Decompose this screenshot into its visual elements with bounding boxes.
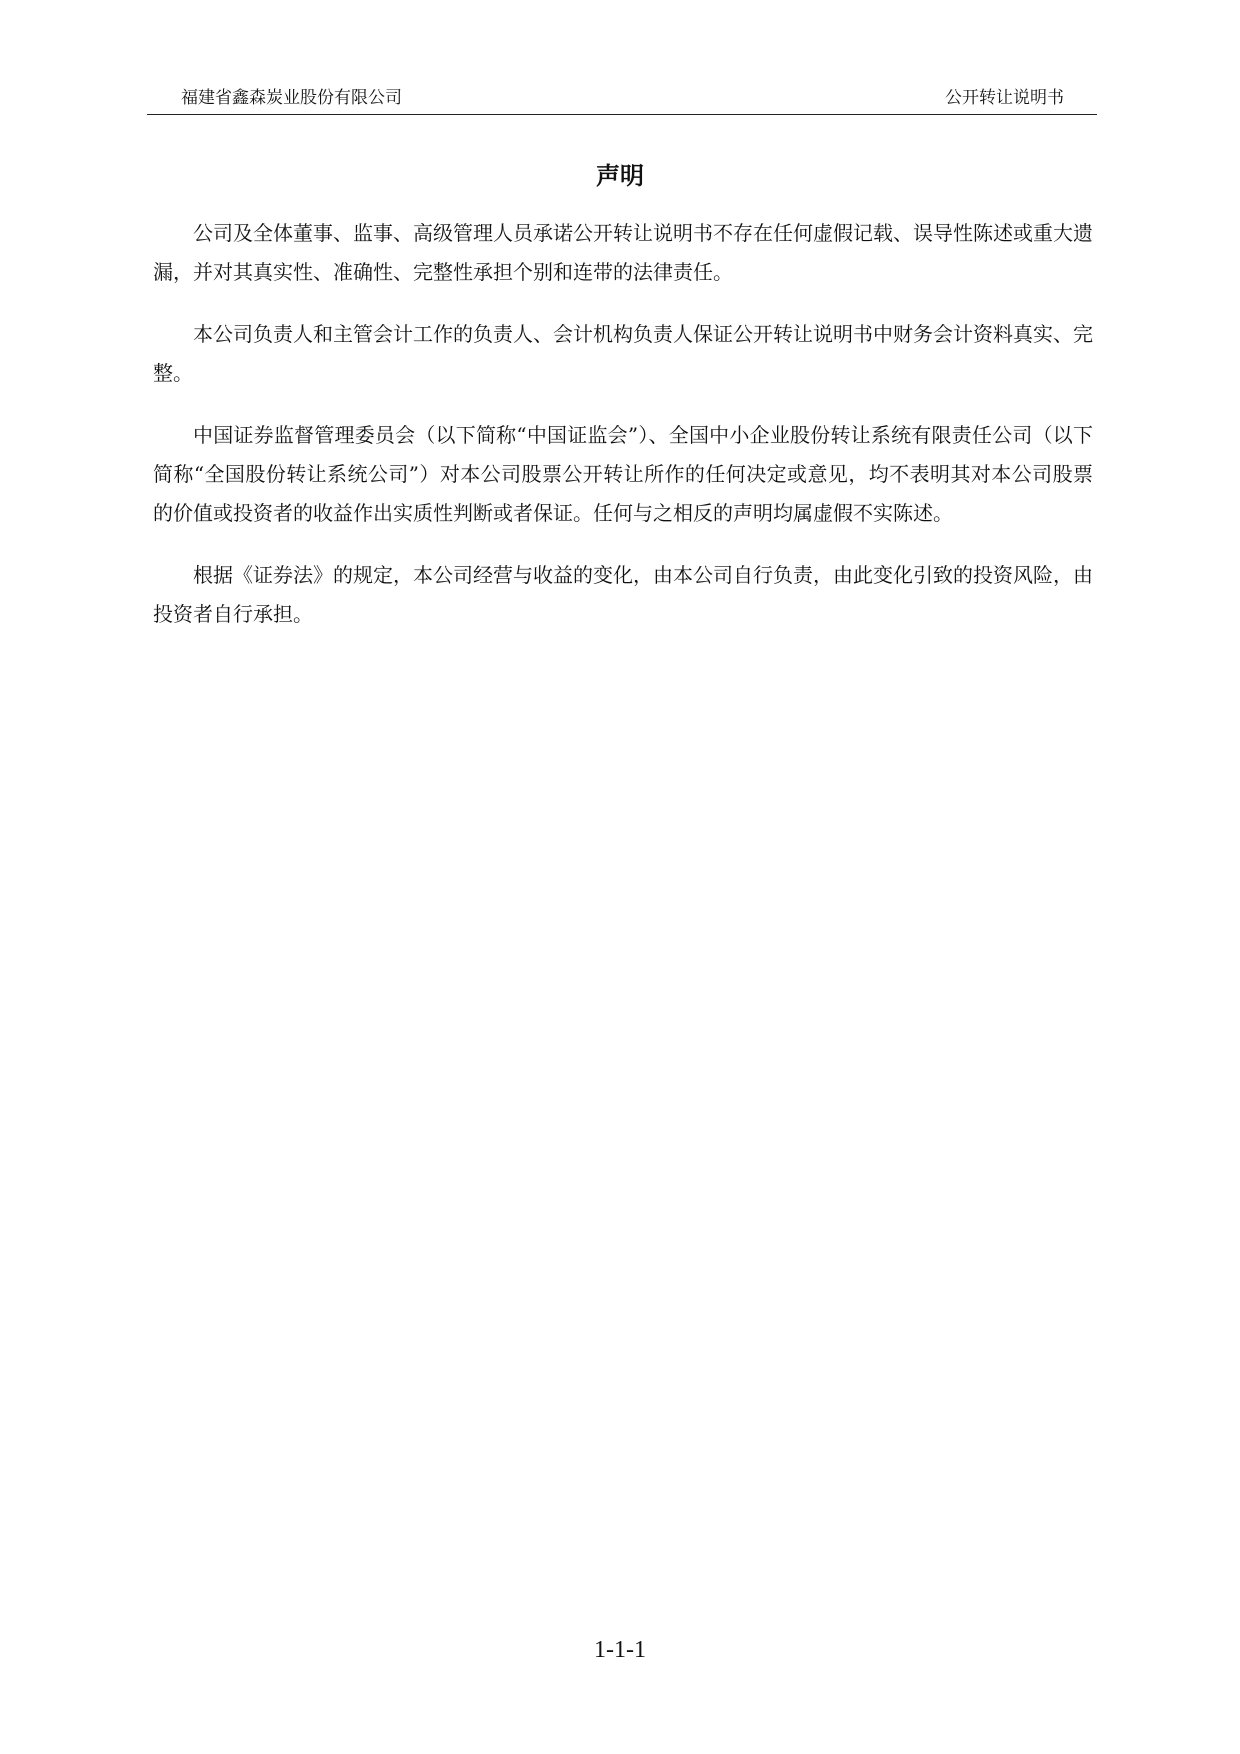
statement-paragraph-4: 根据《证券法》的规定，本公司经营与收益的变化，由本公司自行负责，由此变化引致的投资风险，由投资者自行承担。 xyxy=(153,563,1093,626)
page-number: 1-1-1 xyxy=(594,1637,646,1663)
statement-paragraph-3: 中国证券监督管理委员会（以下简称“中国证监会”）、全国中小企业股份转让系统有限责任公司（以下简称“全国股份转让系统公司”）对本公司股票公开转让所作的任何决定或意见，均不表明其对本公司股票的价值或投资者的收益作出实质性判断或者保证。任何与之相反的声明均属虚假不实陈述。 xyxy=(153,423,1093,525)
header-document-type: 公开转让说明书 xyxy=(945,88,1064,108)
header-company-name: 福建省鑫森炭业股份有限公司 xyxy=(181,88,402,108)
statement-body xyxy=(153,214,1093,657)
page-title: 声明 xyxy=(596,161,644,190)
statement-paragraph-2: 本公司负责人和主管会计工作的负责人、会计机构负责人保证公开转让说明书中财务会计资料真实、完整。 xyxy=(153,322,1093,385)
page-header xyxy=(147,86,1097,115)
statement-paragraph-1: 公司及全体董事、监事、高级管理人员承诺公开转让说明书不存在任何虚假记载、误导性陈述或重大遗漏，并对其真实性、准确性、完整性承担个别和连带的法律责任。 xyxy=(153,221,1093,284)
